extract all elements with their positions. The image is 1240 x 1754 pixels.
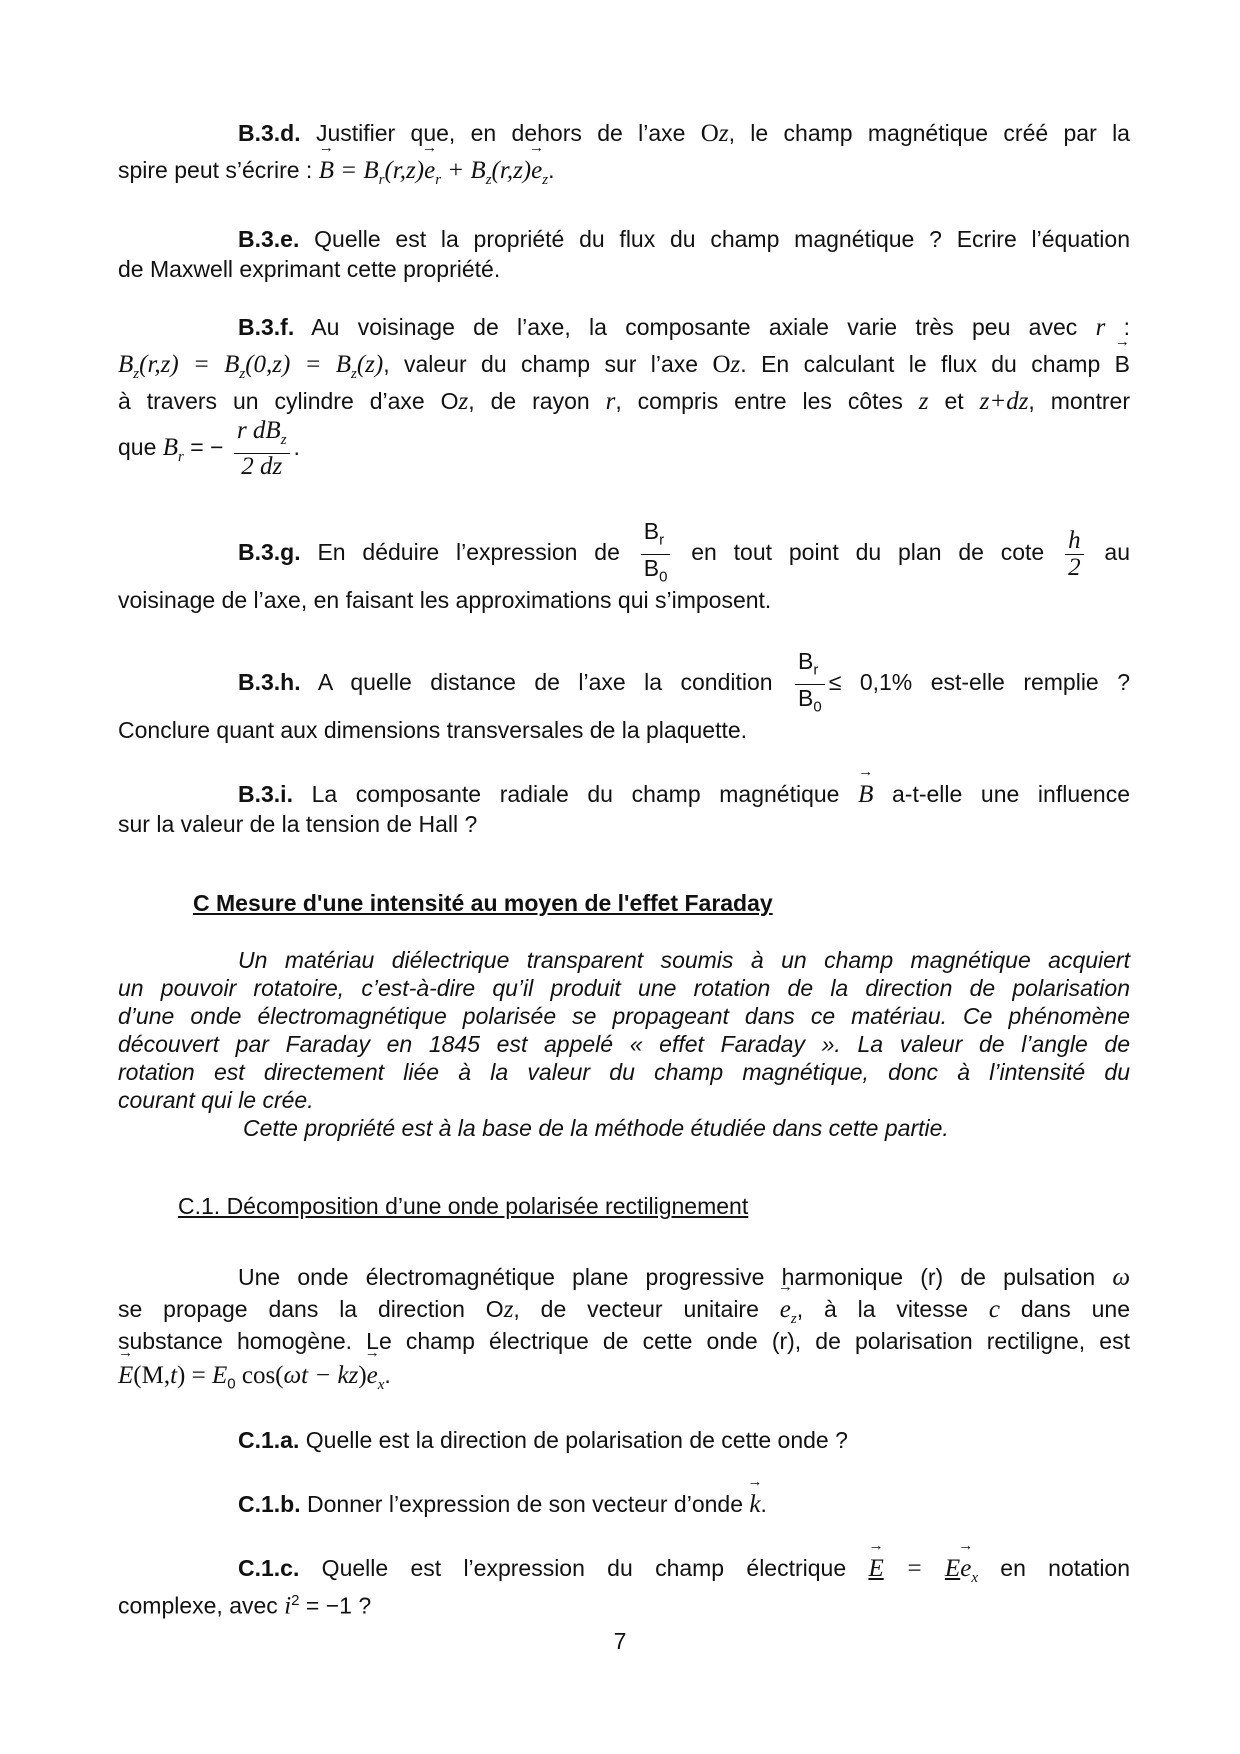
b3d-line1: B.3.d. Justifier que, en dehors de l’axe Oz, le champ magnétique créé par la — [238, 120, 1130, 147]
c-intro2: Cette propriété est à la base de la méthode étudiée dans cette partie. — [243, 1115, 949, 1141]
b3g-line2: voisinage de l’axe, en faisant les approximations qui s’imposent. — [118, 587, 772, 613]
c1b: C.1.b. Donner l’expression de son vecteur d’onde → k. — [238, 1489, 1130, 1520]
c-intro-line5: rotation est directement liée à la valeur du champ magnétique, donc à l’intensité du — [118, 1059, 1130, 1085]
b3h-line1: B.3.h. A quelle distance de l’axe la condition $\frac{B_r}{B_0}$ ≤ 0,1% est-elle remplie ? — [238, 648, 1130, 716]
c1-p2: se propage dans la direction Oz, de vecteur unitaire → $e_z$, à la vitesse c dans une — [118, 1294, 1130, 1334]
b3f-line3: à travers un cylindre d’axe Oz, de rayon r, compris entre les côtes z et z+dz, montrer — [118, 388, 1130, 415]
c-intro-line1: Un matériau diélectrique transparent soumis à un champ magnétique acquiert — [238, 947, 1130, 973]
c-intro-line3: d’une onde électromagnétique polarisée se propageant dans ce matériau. Ce phénomène — [118, 1003, 1130, 1029]
c1c-line1: C.1.c. Quelle est l’expression du champ électrique → $E = E\to e_x$ en notation — [238, 1553, 1130, 1593]
b3i-line2: sur la valeur de la tension de Hall ? — [118, 811, 478, 837]
b3f-line2: $B_z(r,z) = B_z(0,z) = B_z(z)$, valeur du champ sur l’axe Oz. En calculant le flux du champ → B — [118, 349, 1130, 389]
c1-title: C.1. Décomposition d’une onde polarisée rectilignement — [178, 1193, 749, 1219]
b3f-line1: B.3.f. Au voisinage de l’axe, la composante axiale varie très peu avec r : — [238, 314, 1131, 341]
b3i-line1: B.3.i. La composante radiale du champ magnétique → B a-t-elle une influence — [238, 779, 1130, 810]
c1a: C.1.a. Quelle est la direction de polarisation de cette onde ? — [238, 1427, 848, 1453]
c-intro-line6: courant qui le crée. — [118, 1087, 314, 1113]
c-intro-line2: un pouvoir rotatoire, c’est-à-dire qu’il produit une rotation de la direction de polarisation — [118, 975, 1130, 1001]
b3d-line2: spire peut s’écrire : → $B = B_r(r,z)\to e_r + B_z(r,z)\to e_z$. — [118, 155, 1130, 195]
page-number: 7 — [613, 1628, 627, 1654]
section-c-title: C Mesure d'une intensité au moyen de l'effet Faraday — [193, 890, 773, 916]
c1-p1: Une onde électromagnétique plane progressive harmonique (r) de pulsation ω — [238, 1264, 1130, 1291]
b3e-line2: de Maxwell exprimant cette propriété. — [118, 256, 501, 282]
c1c-line2: complexe, avec $i^2 = -1$ ? — [118, 1592, 372, 1620]
b3e-line1: B.3.e. Quelle est la propriété du flux du champ magnétique ? Ecrire l’équation — [238, 226, 1130, 252]
b3f-line4: que $B_r$ = − $\frac{r dB_z}{2 dz}$ . — [118, 417, 300, 480]
b3g-line1: B.3.g. En déduire l’expression de $\frac{B_r}{B_0}$ en tout point du plan de cote $\frac{h}{2}$ au — [238, 518, 1130, 586]
c1-p3: substance homogène. Le champ électrique de cette onde (r), de polarisation rectiligne, est — [118, 1328, 1130, 1354]
c-intro-line4: découvert par Faraday en 1845 est appelé « effet Faraday ». La valeur de l’angle de — [118, 1031, 1130, 1057]
c1-formula: → $E(M,t) = E_0$ $\cos(\omega t - kz)\to e_x$. — [118, 1360, 1130, 1400]
b3h-line2: Conclure quant aux dimensions transversales de la plaquette. — [118, 717, 748, 743]
